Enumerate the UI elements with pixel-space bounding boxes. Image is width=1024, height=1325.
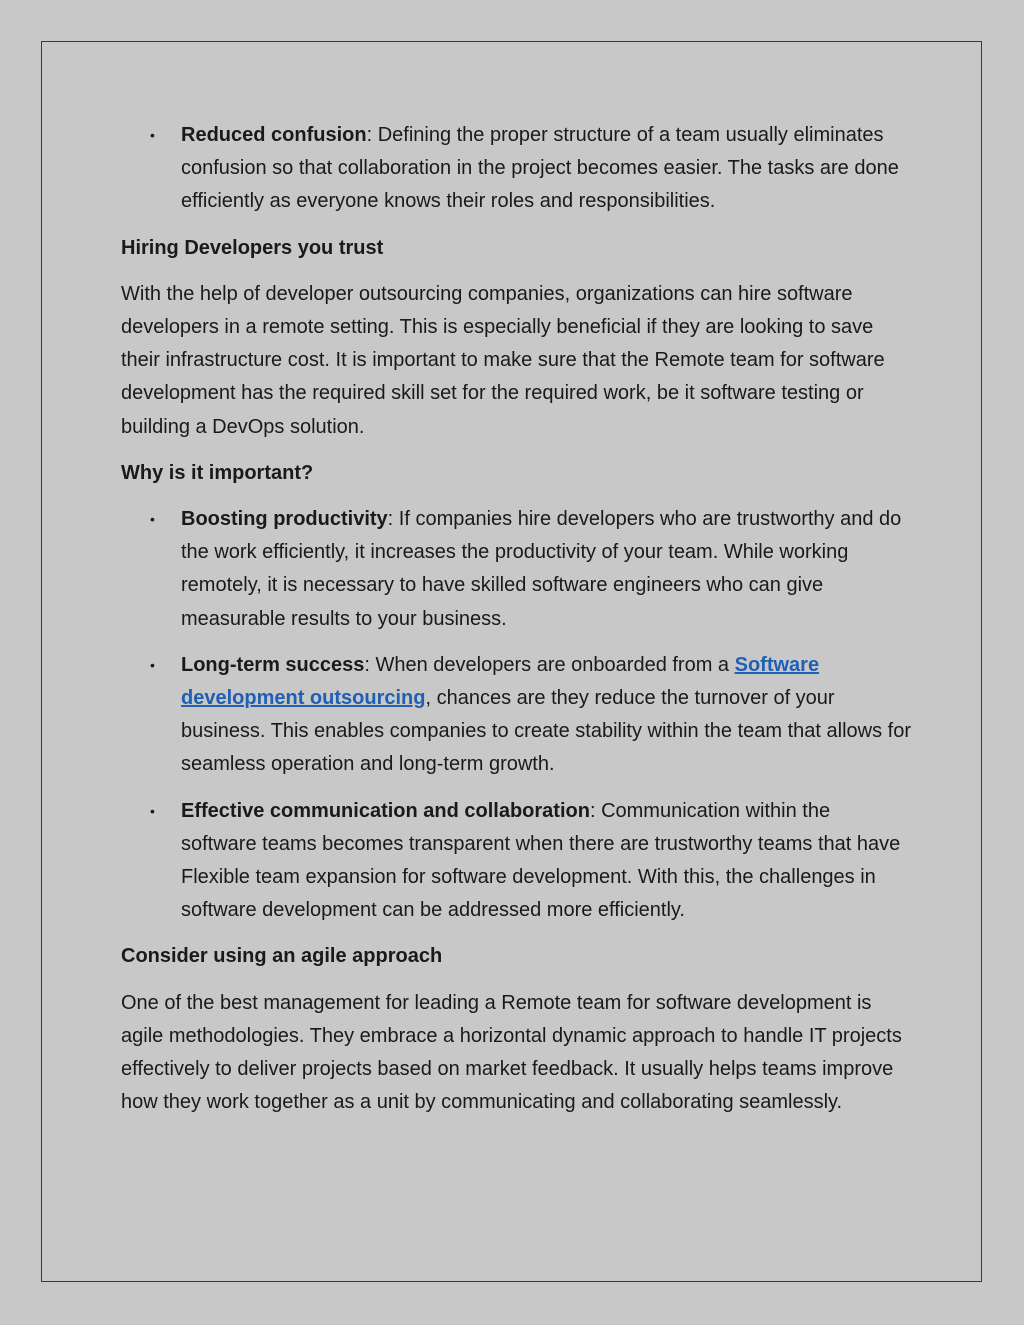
paragraph-agile-approach: One of the best management for leading a Remote team for software development is agile methodologies. They embrace a horizontal dynamic approach to handle IT projects effectively to deliver projects based on market feedback. It usually helps teams improve how they work together as a unit by communicating and collaborating seamlessly. xyxy=(121,991,902,1114)
bullet-marker: • xyxy=(150,511,155,528)
heading-why-important: Why is it important? xyxy=(121,461,314,484)
bullet-reduced-confusion xyxy=(121,119,911,219)
bullet-term: Boosting productivity xyxy=(181,508,388,531)
bullet-term: Effective communication and collaboration xyxy=(181,799,590,822)
software-development-outsourcing-link[interactable]: Software development outsourcing xyxy=(181,653,820,710)
bullet-effective-communication xyxy=(121,795,911,928)
heading-hiring-developers: Hiring Developers you trust xyxy=(121,236,384,259)
bullet-term: Reduced confusion xyxy=(181,124,367,146)
bullet-boosting-productivity xyxy=(121,503,911,636)
bullet-marker: • xyxy=(150,802,155,819)
bullet-text: : Defining the proper structure of a team usually eliminates confusion so that collaboration in the project becomes easier. The tasks are done efficiently as everyone knows their roles and responsibilities. xyxy=(181,124,899,213)
bullet-term: Long-term success xyxy=(181,653,365,676)
bullet-text: : If companies hire developers who are trustworthy and do the work efficiently, it increases the productivity of your team. While working remotely, it is necessary to have skilled software engineers who can give measurable results to your business. xyxy=(181,508,902,630)
bullet-text: : Communication within the software teams becomes transparent when there are trustworthy teams that have Flexible team expansion for software development. With this, the challenges in software development can be addressed more efficiently. xyxy=(181,799,901,922)
bullet-marker: • xyxy=(150,127,155,143)
document-content xyxy=(121,119,911,1132)
heading-agile-approach: Consider using an agile approach xyxy=(121,945,443,968)
bullet-long-term-success xyxy=(121,649,911,782)
bullet-text-after-link: , chances are they reduce the turnover of your business. This enables companies to create stability within the team that allows for seamless operation and long-term growth. xyxy=(181,687,911,776)
paragraph-hiring-developers: With the help of developer outsourcing companies, organizations can hire software developers in a remote setting. This is especially beneficial if they are looking to save their infrastructure cost. It is important to make sure that the Remote team for software development has the required skill set for the required work, be it software testing or building a DevOps solution. xyxy=(121,282,885,438)
bullet-text-before-link: : When developers are onboarded from a xyxy=(364,653,735,676)
bullet-marker: • xyxy=(150,656,155,673)
